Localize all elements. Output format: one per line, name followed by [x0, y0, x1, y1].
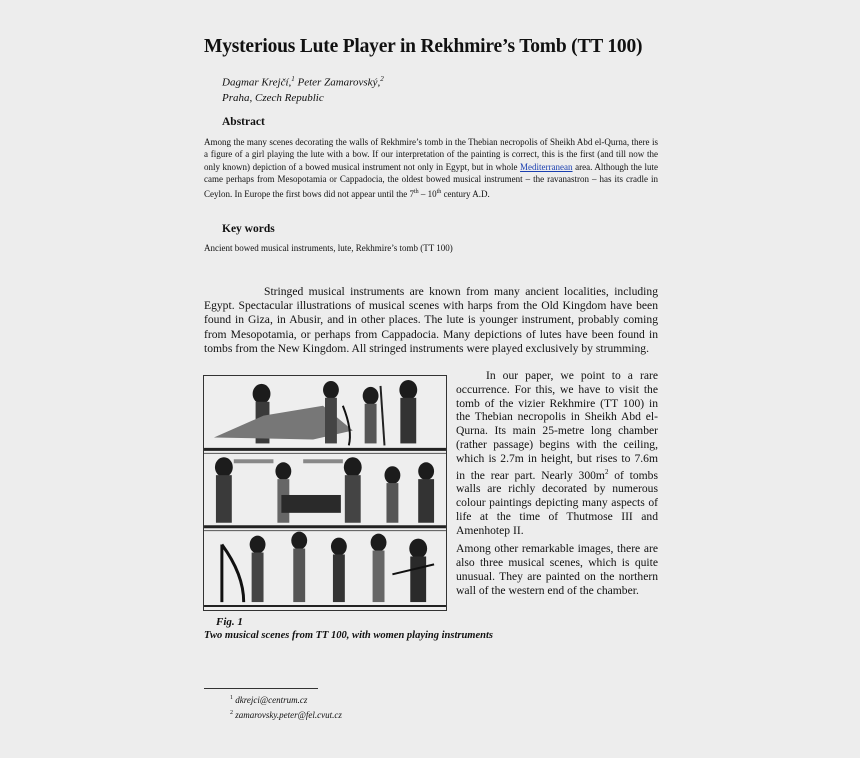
footnote-divider: [204, 688, 318, 689]
body-paragraph-2: [456, 369, 658, 537]
mediterranean-link[interactable]: Mediterranean: [520, 161, 573, 172]
footnote-1-email[interactable]: dkrejci@centrum.cz: [235, 695, 308, 705]
body-paragraph-1-text: Stringed musical instruments are known from many ancient localities, including Egypt. Spectacular illustrations of musical scenes with harps from the Old Kingdom have been found in Giza, in Abusir, and in other places. The lute is younger instrument, probably coming from Mesopotamia, or perhaps from Cappadocia. Many depictions of lutes have been found in tombs from the New Kingdom. All stringed instruments were played exclusively by strumming.: [204, 285, 658, 355]
figure-caption: Two musical scenes from TT 100, with women playing instruments: [204, 630, 493, 641]
author-1-footnote-mark: 1: [291, 75, 295, 83]
body-paragraph-3: Among other remarkable images, there are also three musical scenes, which is quite unusual. They are painted on the northern wall of the western end of the chamber.: [456, 542, 658, 597]
abstract-part-4: century A.D.: [441, 188, 490, 199]
footnote-2: [230, 707, 342, 722]
side-text-column: [456, 369, 658, 603]
abstract-heading: Abstract: [222, 116, 265, 128]
abstract-part-1: Among the many scenes decorating the walls of Rekhmire’s tomb in the Thebian necropolis of Sheikh Abd el-Qurna, there is a figure of a girl playing the lute with a bow. If our interpretation of the painting is correct, this is the first (and till now the only known) depiction of a bowed musical instrument not only in Egypt, but in whole: [204, 137, 658, 172]
abstract-superscript-1: th: [413, 188, 419, 195]
footnote-1-mark: 1: [230, 695, 233, 701]
abstract-superscript-2: th: [436, 188, 442, 195]
author-2-footnote-mark: 2: [380, 75, 384, 83]
author-affiliation: Praha, Czech Republic: [222, 91, 324, 104]
footnote-1: [230, 692, 342, 707]
author-1-name: Dagmar Krejčí,: [222, 76, 292, 89]
abstract-part-2: area. Although the lute came perhaps from Mesopotamia or Cappadocia, the oldest bowed musical instrument – the ravanastron – has its cradle in Ceylon. In Europe the first bows did not appear until the 7: [204, 161, 658, 199]
figure-label: Fig. 1: [216, 616, 243, 628]
footnote-2-mark: 2: [230, 710, 233, 716]
tomb-painting-illustration: [204, 376, 446, 610]
keywords-heading: Key words: [222, 223, 275, 235]
author-names: [222, 72, 384, 91]
keywords-text: Ancient bowed musical instruments, lute, Rekhmire’s tomb (TT 100): [204, 243, 453, 253]
abstract-part-3: – 10: [418, 188, 437, 199]
abstract-text: [204, 136, 658, 200]
paper-title: Mysterious Lute Player in Rekhmire’s Tomb (TT 100): [204, 36, 643, 57]
body-paragraph-1: [204, 285, 658, 356]
footnote-2-email[interactable]: zamarovsky.peter@fel.cvut.cz: [235, 710, 342, 720]
author-2-name: Peter Zamarovský,: [294, 76, 381, 89]
figure-image-musical-scenes: [203, 375, 447, 611]
body-paragraph-2-part-2: of tombs walls are richly decorated by numerous colour paintings depicting many aspects of life at the time of Thutmose III and Amenhotep II.: [456, 468, 658, 537]
footnotes: [230, 692, 342, 722]
squared-superscript: 2: [604, 467, 609, 476]
author-block: [222, 72, 384, 106]
body-paragraph-2-part-1: In our paper, we point to a rare occurrence. For this, we have to visit the tomb of the vizier Rekhmire (TT 100) in the Thebian necropolis in Sheikh Abd el-Qurna. Its main 25-metre long chamber (rather passage) begins with the ceiling, which is 2.7m in height, but rises to 7.6m in the rear part. Nearly 300m: [456, 369, 658, 482]
